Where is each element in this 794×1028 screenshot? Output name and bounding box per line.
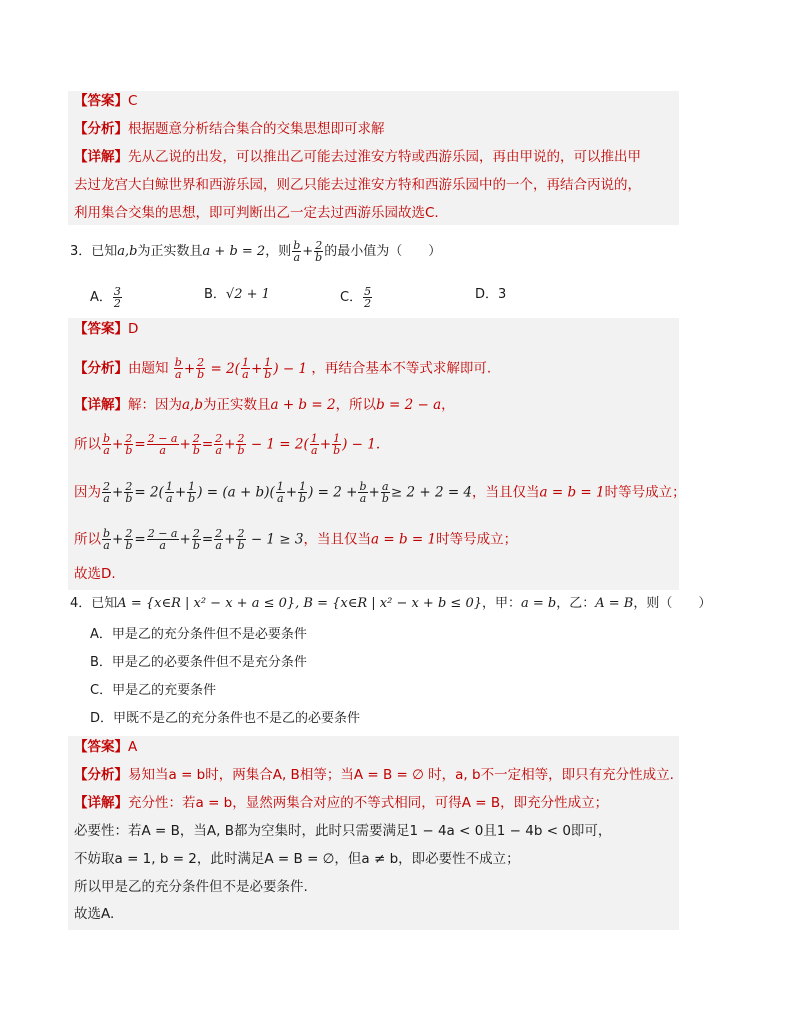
q2-detail-line-1 — [74, 148, 641, 166]
math-vars: a,b — [182, 397, 203, 413]
stem-text: 为正实数且 — [137, 244, 203, 259]
detail-tag: 【详解】 — [74, 397, 128, 413]
detail-text: ， — [441, 397, 455, 413]
answer-tag: 【答案】 — [74, 93, 128, 109]
detail-text: 因为 — [74, 484, 101, 501]
q3-stem: 3．已知a,b为正实数且a + b = 2，则 $\frac{b}{a}$ + $\frac{2}{b}$ 的最小值为（ ） — [70, 239, 442, 264]
q4-option-a: A．甲是乙的充分条件但不是必要条件 — [90, 627, 307, 642]
q3-detail-line-3: 因为 $\frac{2}{a}$ + $\frac{2}{b}$ = 2( $\frac{1}{a}$ + $\frac{1}{b}$ ) = (a + b)( $\frac{1}{a}$ + $\frac{1}{b}$ ) = 2 + $\frac{b}{a}$ + $\frac{a}{b}$ ≥ 2 + 2 = 4，当且仅当a = b = 1时等号成立； — [74, 480, 686, 505]
analysis-tag: 【分析】 — [74, 121, 128, 137]
fraction-2-over-b: $\frac{2}{b}$ — [315, 239, 323, 264]
math-condition: a = b = 1 — [371, 531, 437, 548]
q2-analysis-line — [74, 120, 385, 138]
q3-option-a — [90, 286, 123, 309]
q4-option-b: B．甲是乙的必要条件但不是充分条件 — [90, 655, 307, 670]
detail-text: 所以 — [74, 436, 101, 453]
detail-text: ，所以 — [335, 397, 377, 413]
stem-text: 已知 — [91, 596, 118, 611]
detail-text: 充分性：若a = b，显然两集合对应的不等式相同，可得A = B，即充分性成立； — [128, 795, 609, 811]
detail-text: ，当且仅当 — [303, 531, 371, 548]
analysis-text: 由题知 — [128, 360, 169, 377]
math-vars: a,b — [117, 244, 138, 259]
q4-stem — [70, 595, 711, 613]
q3-detail-line-2: 所以 $\frac{b}{a}$ + $\frac{2}{b}$ = $\frac{2 - a}{a}$ + $\frac{2}{b}$ = $\frac{2}{a}$ + $\frac{2}{b}$ − 1 = 2( $\frac{1}{a}$ + $\frac{1}{b}$ ) − 1. — [74, 432, 381, 457]
option-label: B． — [204, 287, 226, 302]
analysis-text: 易知当a = b时，两集合A, B相等；当A = B = ∅ 时，a, b不一定相等，即只有充分性成立. — [128, 767, 674, 783]
detail-text: 时等号成立； — [436, 531, 518, 548]
math-sets: A = {x∈R | x² − x + a ≤ 0}, B = {x∈R | x² − x + b ≤ 0} — [117, 596, 482, 611]
detail-text: 先从乙说的出发，可以推出乙可能去过淮安方特或西游乐园，再由甲说的，可以推出甲 — [128, 149, 641, 165]
q4-detail-line-5: 故选A. — [74, 906, 115, 922]
math-condition: a = b = 1 — [539, 484, 605, 501]
q3-detail-line-4: 所以 $\frac{b}{a}$ + $\frac{2}{b}$ = $\frac{2 - a}{a}$ + $\frac{2}{b}$ = $\frac{2}{a}$ + $\frac{2}{b}$ − 1 ≥ 3，当且仅当a = b = 1时等号成立； — [74, 527, 518, 552]
stem-text: ，甲： — [481, 596, 521, 611]
q4-option-d: D．甲既不是乙的充分条件也不是乙的必要条件 — [90, 711, 361, 726]
detail-tag: 【详解】 — [74, 795, 128, 811]
math-condition: A = B — [595, 596, 634, 611]
q2-detail-line-3: 利用集合交集的思想，即可判断出乙一定去过西游乐园故选C. — [74, 205, 439, 221]
answer-value: A — [128, 739, 138, 755]
analysis-text: 根据题意分析结合集合的交集思想即可求解 — [128, 121, 385, 137]
answer-tag: 【答案】 — [74, 739, 128, 755]
q4-detail-line-4: 所以甲是乙的充分条件但不是必要条件. — [74, 879, 308, 895]
question-number: 3． — [70, 244, 92, 259]
q4-detail-line-3: 不妨取a = 1, b = 2，此时满足A = B = ∅，但a ≠ b，即必要性不成立； — [74, 851, 520, 867]
detail-text: ，当且仅当 — [472, 484, 540, 501]
detail-text: 所以 — [74, 531, 101, 548]
answer-value: C — [128, 93, 138, 109]
detail-text: 时等号成立； — [604, 484, 686, 501]
math-condition: a = b — [521, 596, 557, 611]
question-number: 4． — [70, 596, 92, 611]
stem-text: 的最小值为（ ） — [324, 244, 442, 259]
option-label: C． — [340, 290, 363, 305]
detail-tag: 【详解】 — [74, 149, 128, 165]
q4-detail-line-2: 必要性：若A = B，当A, B都为空集时，此时只需要满足1 − 4a < 0且1 − 4b < 0即可， — [74, 823, 612, 839]
q3-answer-line — [74, 320, 138, 338]
detail-text: 为正实数且 — [202, 397, 271, 413]
detail-text: 解：因为 — [128, 397, 182, 413]
q2-detail-line-2: 去过龙宫大白鲸世界和西游乐园，则乙只能去过淮安方特和西游乐园中的一个，再结合丙说的， — [74, 177, 641, 193]
fraction-5-over-2: $\frac{5}{2}$ — [364, 285, 372, 310]
q3-option-d: D．3 — [475, 287, 507, 302]
fraction-b-over-a: $\frac{b}{a}$ — [293, 239, 301, 264]
option-label: A． — [90, 290, 112, 305]
stem-text: ，则 — [265, 244, 292, 259]
q4-analysis-line — [74, 766, 674, 784]
math-condition: a + b = 2 — [202, 244, 266, 259]
answer-tag: 【答案】 — [74, 321, 128, 337]
q3-option-b — [204, 286, 270, 304]
answer-value: D — [128, 321, 139, 337]
option-value: √2 + 1 — [225, 287, 270, 302]
q4-answer-line — [74, 738, 137, 756]
analysis-tag: 【分析】 — [74, 360, 128, 377]
analysis-tag: 【分析】 — [74, 767, 128, 783]
q4-detail-line-1 — [74, 794, 608, 812]
q3-analysis-line: 【分析】由题知 $\frac{b}{a}$ + $\frac{2}{b}$ = 2( $\frac{1}{a}$ + $\frac{1}{b}$ ) − 1 ，再结合基本不等式求解即可. — [74, 356, 492, 381]
math-condition: a + b = 2 — [270, 397, 336, 413]
fraction-3-over-2: $\frac{3}{2}$ — [113, 285, 121, 310]
q3-detail-line-1: 【详解】解：因为a,b为正实数且a + b = 2，所以b = 2 − a， — [74, 397, 455, 413]
q4-option-c: C．甲是乙的充要条件 — [90, 683, 217, 698]
q2-answer-line — [74, 92, 137, 110]
q3-choose-line: 故选D. — [74, 566, 116, 582]
analysis-text: ，再结合基本不等式求解即可. — [311, 360, 492, 377]
stem-text: ，乙： — [556, 596, 596, 611]
q3-option-c — [340, 286, 373, 309]
stem-text: ，则（ ） — [633, 596, 712, 611]
stem-text: 已知 — [91, 244, 118, 259]
